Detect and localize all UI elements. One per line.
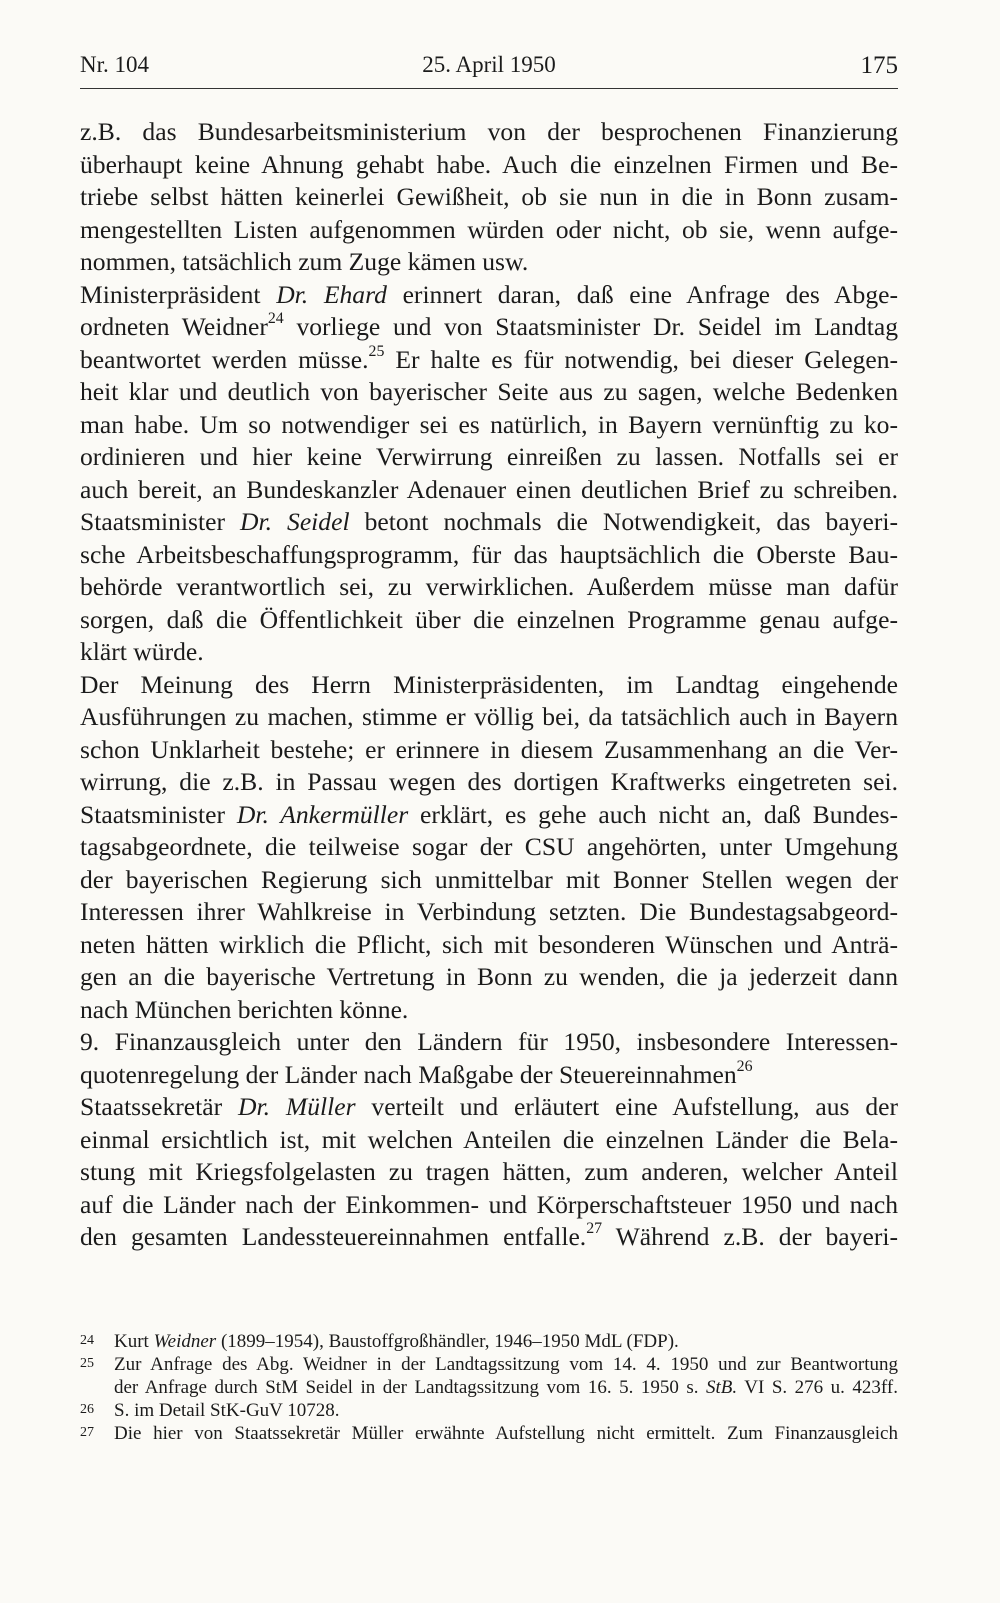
text-line: Interessen ihrer Wahlkreise in Verbindung setzten. Die Bundestagsabgeord- [80, 897, 898, 926]
text-line: quotenregelung der Länder nach Maßgabe der Steuereinnahmen$^{26}$ [80, 1058, 753, 1089]
text-line: auch bereit, an Bundeskanzler Adenauer einen deutlichen Brief zu schreiben. [80, 474, 898, 504]
page-header [80, 52, 898, 84]
text-line: sche Arbeitsbeschaffungsprogramm, für das hauptsächlich die Oberste Bau- [80, 539, 898, 569]
paragraph-5 [80, 799, 898, 1027]
text-line: überhaupt keine Ahnung gehabt habe. Auch die einzelnen Firmen und Be- [80, 149, 898, 179]
body-text [80, 116, 898, 1254]
footnote-25 [80, 1353, 898, 1399]
text-line: gen an die bayerische Vertretung in Bonn zu wenden, die ja jederzeit dann [80, 962, 898, 991]
footnote-ref: 27 [586, 1221, 603, 1238]
header-rule [80, 88, 898, 89]
document-date: 25. April 1950 [422, 52, 556, 77]
text-line: wirrung, die z.B. in Passau wegen des dortigen Kraftwerks eingetreten sei. [80, 767, 898, 796]
speaker-name: Dr. Müller [238, 1092, 356, 1121]
text-line: einmal ersichtlich ist, mit welchen Anteilen die einzelnen Länder die Bela- [80, 1124, 898, 1154]
document-number: Nr. 104 [80, 52, 149, 77]
footnote-ref: 24 [267, 311, 284, 328]
footnote-number: 25 [80, 1356, 94, 1371]
text-line: ordinieren und hier keine Verwirrung einreißen zu lassen. Notfalls sei er [80, 442, 898, 471]
agenda-item-9 [80, 1026, 898, 1091]
text-line: mengestellten Listen aufgenommen würden oder nicht, ob sie, wenn aufge- [80, 214, 898, 244]
footnote-27 [80, 1422, 898, 1445]
text-line: triebe selbst hätten keinerlei Gewißheit, ob sie nun in die in Bonn zusam- [80, 182, 898, 211]
footnote-number: 24 [80, 1333, 94, 1348]
footnote-text: Kurt Weidner (1899–1954), Baustoffgroßhändler, 1946–1950 MdL (FDP). [114, 1331, 679, 1352]
text-line: stung mit Kriegsfolgelasten zu tragen hätten, zum anderen, welcher Anteil [80, 1157, 898, 1186]
text-line: Staatsminister Dr. Ankermüller erklärt, es gehe auch nicht an, daß Bundes- [80, 799, 898, 829]
footnote-text: Zur Anfrage des Abg. Weidner in der Landtagssitzung vom 14. 4. 1950 und zur Beantwortung [114, 1354, 898, 1375]
text-line: behörde verantwortlich sei, zu verwirklichen. Außerdem müsse man dafür [80, 572, 898, 601]
text-line: heit klar und deutlich von bayerischer Seite aus zu sagen, welche Bedenken [80, 377, 898, 406]
paragraph-2 [80, 279, 898, 507]
text-line: sorgen, daß die Öffentlichkeit über die einzelnen Programme genau aufge- [80, 604, 898, 634]
footnotes [80, 1330, 898, 1445]
text-line: Der Meinung des Herrn Ministerpräsidenten, im Landtag eingehende [80, 669, 898, 699]
text-line: klärt würde. [80, 637, 204, 666]
text-line: auf die Länder nach der Einkommen- und Körperschaftsteuer 1950 und nach [80, 1189, 898, 1219]
text-line: nommen, tatsächlich zum Zuge kämen usw. [80, 247, 529, 276]
text-line: Staatsminister Dr. Seidel betont nochmals die Notwendigkeit, das bayeri- [80, 507, 898, 536]
speaker-name: Dr. Ehard [276, 279, 387, 309]
text-line: tagsabgeordnete, die teilweise sogar der CSU angehörten, unter Umgehung [80, 832, 898, 861]
footnote-number: 27 [80, 1425, 94, 1440]
text-line: 9. Finanzausgleich unter den Ländern für 1950, insbesondere Interessen- [80, 1027, 898, 1056]
text-line: Ministerpräsident Dr. Ehard erinnert daran, daß eine Anfrage des Abge- [80, 279, 898, 309]
footnote-number: 26 [80, 1402, 94, 1417]
paragraph-4 [80, 669, 898, 799]
footnote-24 [80, 1330, 898, 1353]
text-line: man habe. Um so notwendiger sei es natürlich, in Bayern vernünftig zu ko- [80, 409, 898, 439]
text-line: Staatssekretär Dr. Müller verteilt und erläutert eine Aufstellung, aus der [80, 1092, 898, 1121]
paragraph-3 [80, 506, 898, 669]
text-line: neten hätten wirklich die Pflicht, sich mit besonderen Wünschen und Anträ- [80, 929, 898, 959]
page-number: 175 [860, 52, 898, 79]
paragraph-1 [80, 116, 898, 279]
footnote-text: der Anfrage durch StM Seidel in der Landtagssitzung vom 16. 5. 1950 s. StB. VI S. 276 u. 423ff. [114, 1377, 898, 1398]
text-line: den gesamten Landessteuereinnahmen entfalle.$^{27}$ Während z.B. der bayeri- [80, 1221, 898, 1251]
speaker-name: Dr. Ankermüller [236, 799, 409, 829]
text-line: z.B. das Bundesarbeitsministerium von der besprochenen Finanzierung [80, 117, 898, 146]
text-line: nach München berichten könne. [80, 994, 409, 1024]
text-line: Ausführungen zu machen, stimme er völlig bei, da tatsächlich auch in Bayern [80, 702, 898, 731]
text-line: der bayerischen Regierung sich unmittelbar mit Bonner Stellen wegen der [80, 864, 898, 894]
footnote-text: Die hier von Staatssekretär Müller erwähnte Aufstellung nicht ermittelt. Zum Finanzausgleich [114, 1423, 898, 1444]
footnote-26 [80, 1399, 898, 1422]
text-line: ordneten Weidner$^{24}$ vorliege und von Staatsminister Dr. Seidel im Landtag [80, 311, 898, 341]
text-line: beantwortet werden müsse.$^{25}$ Er halte es für notwendig, bei dieser Gelegen- [80, 343, 898, 374]
footnote-ref: 26 [736, 1058, 753, 1075]
speaker-name: Dr. Seidel [240, 507, 350, 536]
paragraph-7 [80, 1091, 898, 1254]
footnote-text: S. im Detail StK-GuV 10728. [114, 1400, 340, 1421]
text-line: schon Unklarheit bestehe; er erinnere in diesem Zusammenhang an die Ver- [80, 734, 898, 764]
footnote-ref: 25 [368, 343, 385, 360]
